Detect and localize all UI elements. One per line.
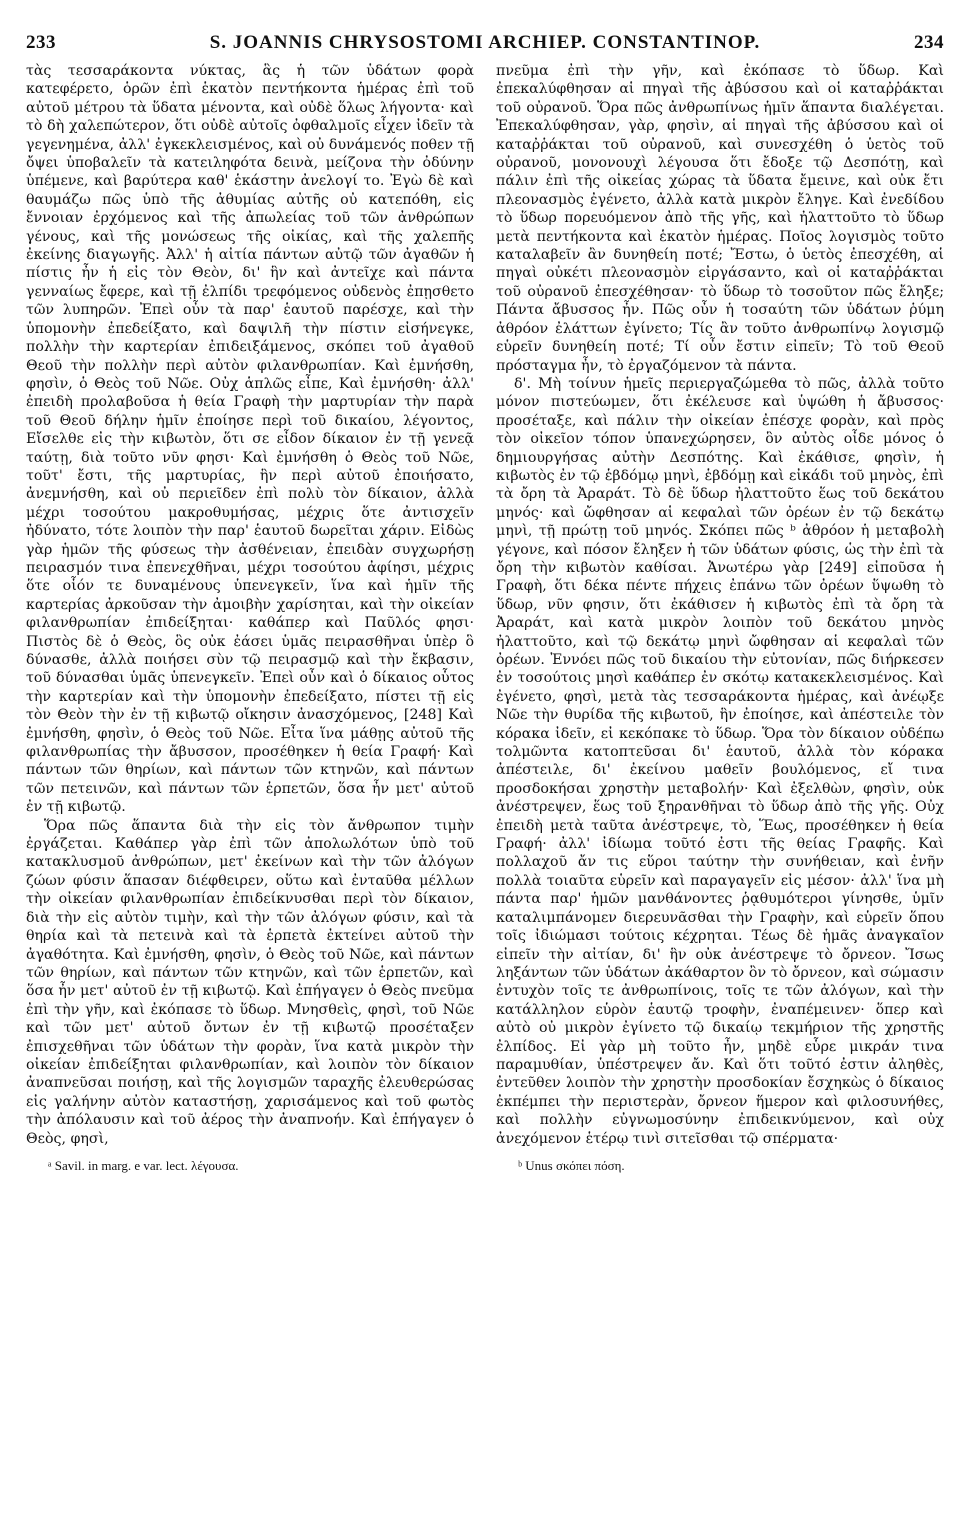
right-page-number: 234 bbox=[914, 32, 944, 53]
right-paragraph-2: δ'. Μὴ τοίνυν ἡμεῖς περιεργαζώμεθα τὸ πῶς, ἀλλὰ τοῦτο μόνον πιστεύωμεν, ὅτι ἐκέλευσε καὶ ὑψώθη ἡ ἄβυσσος· προσέταξε, καὶ πάλιν τὴν οἰκείαν ἐπέσχε φορὰν, καὶ πρὸς τὸν οἰκεῖον τόπον ὑπανεχώρησεν, ὃν αὐτὸς οἶδε μόνος ὁ δημιουργήσας αὐτὴν Δεσπότης. Καὶ ἐκάθισε, φησὶν, ἡ κιβωτὸς ἐν τῷ ἑβδόμῳ μηνὶ, ἑβδόμῃ καὶ εἰκάδι τοῦ μηνὸς, ἐπὶ τὰ ὄρη τὰ Ἀραράτ. Τὸ δὲ ὕδωρ ἠλαττοῦτο ἕως τοῦ δεκάτου μηνός· καὶ ὤφθησαν αἱ κεφαλαὶ τῶν ὀρέων ἐν τῷ δεκάτῳ μηνὶ, τῇ πρώτῃ τοῦ μηνός. Σκόπει πῶς ᵇ ἀθρόον ἡ μεταβολὴ γέγονε, καὶ πόσον ἔληξεν ἡ τῶν ὑδάτων φύσις, ὡς τὴν ἐπὶ τὰ ὄρη τὴν κιβωτὸν καθίσαι. Ἀνωτέρω γὰρ [249] εἰποῦσα ἡ Γραφὴ, ὅτι δέκα πέντε πήχεις ἐπάνω τῶν ὀρέων ὕψωθη τὸ ὕδωρ, νῦν φησιν, ὅτι ἐκάθισεν ἡ κιβωτὸς ἐπὶ τὰ ὄρη τὰ Ἀραράτ, καὶ κατὰ μικρὸν λοιπὸν τοῦ δεκάτου μηνὸς ἠλαττοῦτο, καὶ τῷ δεκάτῳ μηνὶ ὤφθησαν αἱ κεφαλαὶ τῶν ὀρέων. Ἐννόει πῶς τοῦ δικαίου τὴν εὐτονίαν, πῶς διήρκεσεν ἐν τοσούτοις μησὶ καθάπερ ἐν σκότῳ κατακεκλεισμένος. Καὶ ἐγένετο, φησὶ, μετὰ τὰς τεσσαράκοντα ἡμέρας, καὶ ἀνέῳξε Νῶε τὴν θυρίδα τῆς κιβωτοῦ, ἣν ἐποίησε, καὶ ἀπέστειλε τὸν κόρακα ἰδεῖν, εἰ κεκόπακε τὸ ὕδωρ. Ὅρα τὸν δίκαιον οὐδέπω τολμῶντα κατοπτεῦσαι δι' ἑαυτοῦ, ἀλλὰ τὸν κόρακα ἀπέστειλε, δι' ἐκείνου μαθεῖν βουλόμενος, εἴ τινα προσδοκήσαι χρηστὴν μεταβολήν· Καὶ ἐξελθὼν, φησὶν, οὐκ ἀνέστρεψεν, ἕως τοῦ ξηρανθῆναι τὸ ὕδωρ ἀπὸ τῆς γῆς. Οὐχ ἐπειδὴ μετὰ ταῦτα ἀνέστρεψε, τὸ, Ἕως, προσέθηκεν ἡ θεία Γραφή· ἀλλ' ἰδίωμα τοῦτό ἐστι τῆς θείας Γραφῆς. Καὶ πολλαχοῦ ἄν τις εὕροι ταύτην τὴν συνήθειαν, καὶ ἐνῆν πολλὰ τοιαῦτα εὑρεῖν καὶ παραγαγεῖν εἰς μέσον· ἀλλ' ἵνα μὴ πάντα παρ' ἡμῶν μανθάνοντες ῥᾳθυμότεροι γίνησθε, ὑμῖν καταλιμπάνομεν διερευνᾶσθαι τὴν Γραφὴν, καὶ εὑρεῖν ὅπου τοῖς ἰδιώμασι τούτοις κέχρηται. Τέως δὲ ἡμᾶς ἀναγκαῖον εἰπεῖν τὴν αἰτίαν, δι' ἣν οὐκ ἀνέστρεψε τὸ ὄρνεον. Ἴσως ληξάντων τῶν ὑδάτων ἀκάθαρτον ὂν τὸ ὄρνεον, καὶ σώμασιν ἐντυχὸν τοῖς τε ἀνθρωπίνοις, τοῖς τε τῶν ἀλόγων, καὶ τὴν κατάλληλον εὑρὸν ἑαυτῷ τροφὴν, ἐναπέμεινεν· ὅπερ καὶ αὐτὸ οὐ μικρὸν ἐγίνετο τῷ δικαίῳ τεκμήριον τῆς χρηστῆς ἐλπίδος. Εἰ γὰρ μὴ τοῦτο ἦν, μηδὲ εὗρε μικράν τινα παραμυθίαν, ὑπέστρεψεν ἄν. Καὶ ὅτι τοῦτό ἐστιν ἀληθὲς, ἐντεῦθεν λοιπὸν τὴν χρηστὴν προσδοκίαν ἔσχηκὼς ὁ δίκαιος ἐκπέμπει τὴν περιστερὰν, ὄρνεον ἥμερον καὶ φιλοσυνήθες, καὶ πολλὴν εὐγνωμοσύνην ἐπιδεικνύμενον, καὶ οὐχ ἀνεχόμενον ἑτέρῳ τινὶ σιτεῖσθαι τῷ σπέρματα· bbox=[496, 375, 944, 1147]
left-column bbox=[26, 62, 474, 1174]
running-head-title: S. JOANNIS CHRYSOSTOMI ARCHIEP. CONSTANTINOP. bbox=[209, 32, 761, 53]
left-paragraph-2: Ὅρα πῶς ἅπαντα διὰ τὴν εἰς τὸν ἄνθρωπον τιμὴν ἐργάζεται. Καθάπερ γὰρ ἐπὶ τῶν ἀπολωλότων ὑπὸ τοῦ κατακλυσμοῦ ἀνθρώπων, μετ' ἐκείνων καὶ τὴν τῶν ἀλόγων ζώων φύσιν ἅπασαν διέφθειρεν, οὕτω καὶ ἐνταῦθα μέλλων τὴν οἰκείαν φιλανθρωπίαν ἐπιδείκνυσθαι περὶ τὸν δίκαιον, διὰ τὴν εἰς αὐτὸν τιμὴν, καὶ τὴν τῶν ἀλόγων φύσιν, καὶ τὰ θηρία καὶ τὰ πετεινὰ καὶ τὰ ἑρπετὰ ἐκτείνει αὐτοῦ τὴν ἀγαθότητα. Καὶ ἐμνήσθη, φησὶν, ὁ Θεὸς τοῦ Νῶε, καὶ πάντων τῶν θηρίων, καὶ πάντων τῶν κτηνῶν, καὶ τῶν ἑρπετῶν, καὶ ὅσα ἦν μετ' αὐτοῦ ἐν τῇ κιβωτῷ. Καὶ ἐπήγαγεν ὁ Θεὸς πνεῦμα ἐπὶ τὴν γῆν, καὶ ἐκόπασε τὸ ὕδωρ. Μνησθεὶς, φησὶ, τοῦ Νῶε καὶ τῶν μετ' αὐτοῦ ὄντων ἐν τῇ κιβωτῷ προσέταξεν ἐπισχεθῆναι τῶν ὑδάτων τὴν φορὰν, ἵνα κατὰ μικρὸν τὴν οἰκείαν ἐπιδείξηται φιλανθρωπίαν, καὶ λοιπὸν τὸν δίκαιον ἀναπνεῦσαι ποιήσῃ, καὶ τῆς λογισμῶν ταραχῆς ἐλευθερώσας εἰς γαλήνην αὐτὸν καταστήσῃ, χαρισάμενος καὶ τοῦ φωτὸς τὴν ἀπόλαυσιν καὶ τοῦ ἀέρος τὴν ἀναπνοήν. Καὶ ἐπήγαγεν ὁ Θεὸς, φησὶ, bbox=[26, 817, 474, 1147]
right-footnote: ᵇ Unus σκόπει πόση. bbox=[518, 1157, 625, 1173]
running-head bbox=[26, 32, 944, 54]
right-paragraph-1: πνεῦμα ἐπὶ τὴν γῆν, καὶ ἐκόπασε τὸ ὕδωρ. Καὶ ἐπεκαλύφθησαν αἱ πηγαὶ τῆς ἀβύσσου καὶ οἱ καταῤῥάκται τοῦ οὐρανοῦ. Ὅρα πῶς ἀνθρωπίνως ἡμῖν ἅπαντα διαλέγεται. Ἐπεκαλύφθησαν, γὰρ, φησὶν, αἱ πηγαὶ τῆς ἀβύσσου καὶ οἱ καταῤῥάκται τοῦ οὐρανοῦ, καὶ συνεσχέθη ὁ ὑετὸς τοῦ οὐρανοῦ, μονονουχὶ λέγουσα ὅτι ἔδοξε τῷ Δεσπότῃ, καὶ πάλιν ἐπὶ τῆς οἰκείας χώρας τὰ ὕδατα ἔμεινε, καὶ οὐκ ἔτι πλεονασμὸς ἐγένετο, ἀλλὰ κατὰ μικρὸν ἔληγε. Καὶ ἐνεδίδου τὸ ὕδωρ πορευόμενον ἀπὸ τῆς γῆς, καὶ ἠλαττοῦτο τὸ ὕδωρ μετὰ πεντήκοντα καὶ ἑκατὸν ἡμέρας. Ποῖος λογισμὸς τοῦτο καταλαβεῖν ἂν δυνηθείη ποτέ; Ἔστω, ὁ ὑετὸς ἐπεσχέθη, αἱ πηγαὶ οὐκέτι πλεονασμὸν εἰργάσαντο, καὶ οἱ καταῤῥάκται τοῦ οὐρανοῦ ἐπεσχέθησαν· τὸ ὕδωρ τὸ τοσοῦτον πῶς ἔληξε; Πάντα ἄβυσσος ἦν. Πῶς οὖν ἡ τοσαύτη τῶν ὑδάτων ῥύμη ἀθρόον ἐλάττων ἐγίνετο; Τίς ἂν τοῦτο ἀνθρωπίνῳ λογισμῷ εὑρεῖν δυνηθείη ποτέ; Τί οὖν ἔστιν εἰπεῖν; Τὸ τοῦ Θεοῦ πρόσταγμα ἦν, τὸ ἐργαζόμενον τὰ πάντα. bbox=[496, 63, 944, 374]
text-columns bbox=[26, 62, 944, 1174]
left-paragraph-1: τὰς τεσσαράκοντα νύκτας, ἃς ἡ τῶν ὑδάτων φορὰ κατεφέρετο, ὁρῶν ἐπὶ ἑκατὸν πεντήκοντα ἡμέρας ἐπὶ τοῦ αὐτοῦ μέτρου τὰ ὕδατα μένοντα, καὶ οὐδὲ ὅλως λήγοντα· καὶ τὸ δὴ χαλεπώτερον, ὅτι οὐδὲ αὐτοῖς ὀφθαλμοῖς εἶχεν ἰδεῖν τὰ γεγενημένα, ἀλλ' ἐγκεκλεισμένος, καὶ οὐ δυνάμενός ποθεν τῇ ὄψει ὑποβαλεῖν τὰ κατειληφότα δεινὰ, μείζονα τὴν ὀδύνην ὑπέμενε, καὶ βαρύτερα καθ' ἑκάστην ἀνελογί το. Ἐγὼ δὲ καὶ θαυμάζω πῶς ὑπὸ τῆς ἀθυμίας αὐτῆς οὐ κατεπόθη, εἰς ἔννοιαν ἐρχόμενος καὶ τῆς ἀπωλείας τοῦ τῶν ἀνθρώπων γένους, καὶ τῆς μονώσεως τῆς οἰκίας, καὶ τῆς χαλεπῆς ἐκείνης διαγωγῆς. Ἀλλ' ἡ αἰτία πάντων αὐτῷ τῶν ἀγαθῶν ἡ πίστις ἦν ἡ εἰς τὸν Θεὸν, δι' ἣν καὶ ἀντεῖχε καὶ πάντα γενναίως ἔφερε, καὶ τῇ ἐλπίδι τρεφόμενος οὐδενὸς ἐπῃσθετο τῶν λυπηρῶν. Ἐπεὶ οὖν τὰ παρ' ἑαυτοῦ παρέσχε, καὶ τὴν ὑπομονὴν ἐπεδείξατο, καὶ δαψιλῆ τὴν πίστιν εἰσήνεγκε, πολλὴν τὴν καρτερίαν ἐπιδειξάμενος, σκόπει τοῦ ἀγαθοῦ Θεοῦ τὴν πολλὴν περὶ αὐτὸν φιλανθρωπίαν. Καὶ ἐμνήσθη, φησὶν, ὁ Θεὸς τοῦ Νῶε. Οὐχ ἁπλῶς εἶπε, Καὶ ἐμνήσθη· ἀλλ' ἐπειδὴ προλαβοῦσα ἡ θεία Γραφὴ τὴν μαρτυρίαν τὴν παρὰ τοῦ Θεοῦ δήλην ἡμῖν ἐποίησε περὶ τοῦ δικαίου, λέγοντος, Εἴσελθε εἰς τὴν κιβωτὸν, ὅτι σε εἶδον δίκαιον ἐν τῇ γενεᾷ ταύτῃ, διὰ τοῦτο νῦν φησι· Καὶ ἐμνήσθη ὁ Θεὸς τοῦ Νῶε, τοῦτ' ἔστι, τῆς μαρτυρίας, ἣν περὶ αὐτοῦ ἐποιήσατο, ἀνεμνήσθη, καὶ οὐ περιεῖδεν ἐπὶ πολὺ τὸν δίκαιον, ἀλλὰ μέχρι τοσούτου μακροθυμήσας, μέχρις ὅτε ἀντισχεῖν ἠδύνατο, τότε λοιπὸν τὴν παρ' ἑαυτοῦ δωρεῖται χάριν. Εἰδὼς γὰρ ἡμῶν τῆς φύσεως τὴν ἀσθένειαν, ἐπειδὰν συγχωρήσῃ πειρασμόν τινα ἐπενεχθῆναι, μέχρι τοσούτου ἀφίησι, μέχρις ὅτε οἷόν τε δυναμένους ὑπενεγκεῖν, ἵνα καὶ ἡμῖν τῆς καρτερίας ἀρκοῦσαν τὴν ἀμοιβὴν χαρίσηται, καὶ τὴν οἰκείαν φιλανθρωπίαν ἐπιδείξηται· καθάπερ καὶ Παῦλός φησι· Πιστὸς δὲ ὁ Θεὸς, ὃς οὐκ ἐάσει ὑμᾶς πειρασθῆναι ὑπὲρ ὃ δύνασθε, ἀλλὰ ποιήσει σὺν τῷ πειρασμῷ καὶ τὴν ἔκβασιν, τοῦ δύνασθαι ὑμᾶς ὑπενεγκεῖν. Ἐπεὶ οὖν καὶ ὁ δίκαιος οὗτος τὴν καρτερίαν καὶ τὴν ὑπομονὴν ἐπεδείξατο, πίστει τῇ εἰς τὸν Θεὸν τὴν ἐν τῇ κιβωτῷ οἴκησιν ἀνασχόμενος, [248] Καὶ ἐμνήσθη, φησὶν, ὁ Θεὸς τοῦ Νῶε. Εἶτα ἵνα μάθῃς αὐτοῦ τῆς φιλανθρωπίας τὴν ἄβυσσον, προσέθηκεν ἡ θεία Γραφή· Καὶ πάντων τῶν θηρίων, καὶ πάντων τῶν κτηνῶν, καὶ πάντων τῶν πετεινῶν, καὶ πάντων τῶν ἑρπετῶν, ὅσα ἦν μετ' αὐτοῦ ἐν τῇ κιβωτῷ. bbox=[26, 63, 474, 816]
right-column bbox=[496, 62, 944, 1174]
left-footnote: ᵃ Savil. in marg. e var. lect. λέγουσα. bbox=[48, 1157, 239, 1173]
left-page-number: 233 bbox=[26, 32, 56, 53]
